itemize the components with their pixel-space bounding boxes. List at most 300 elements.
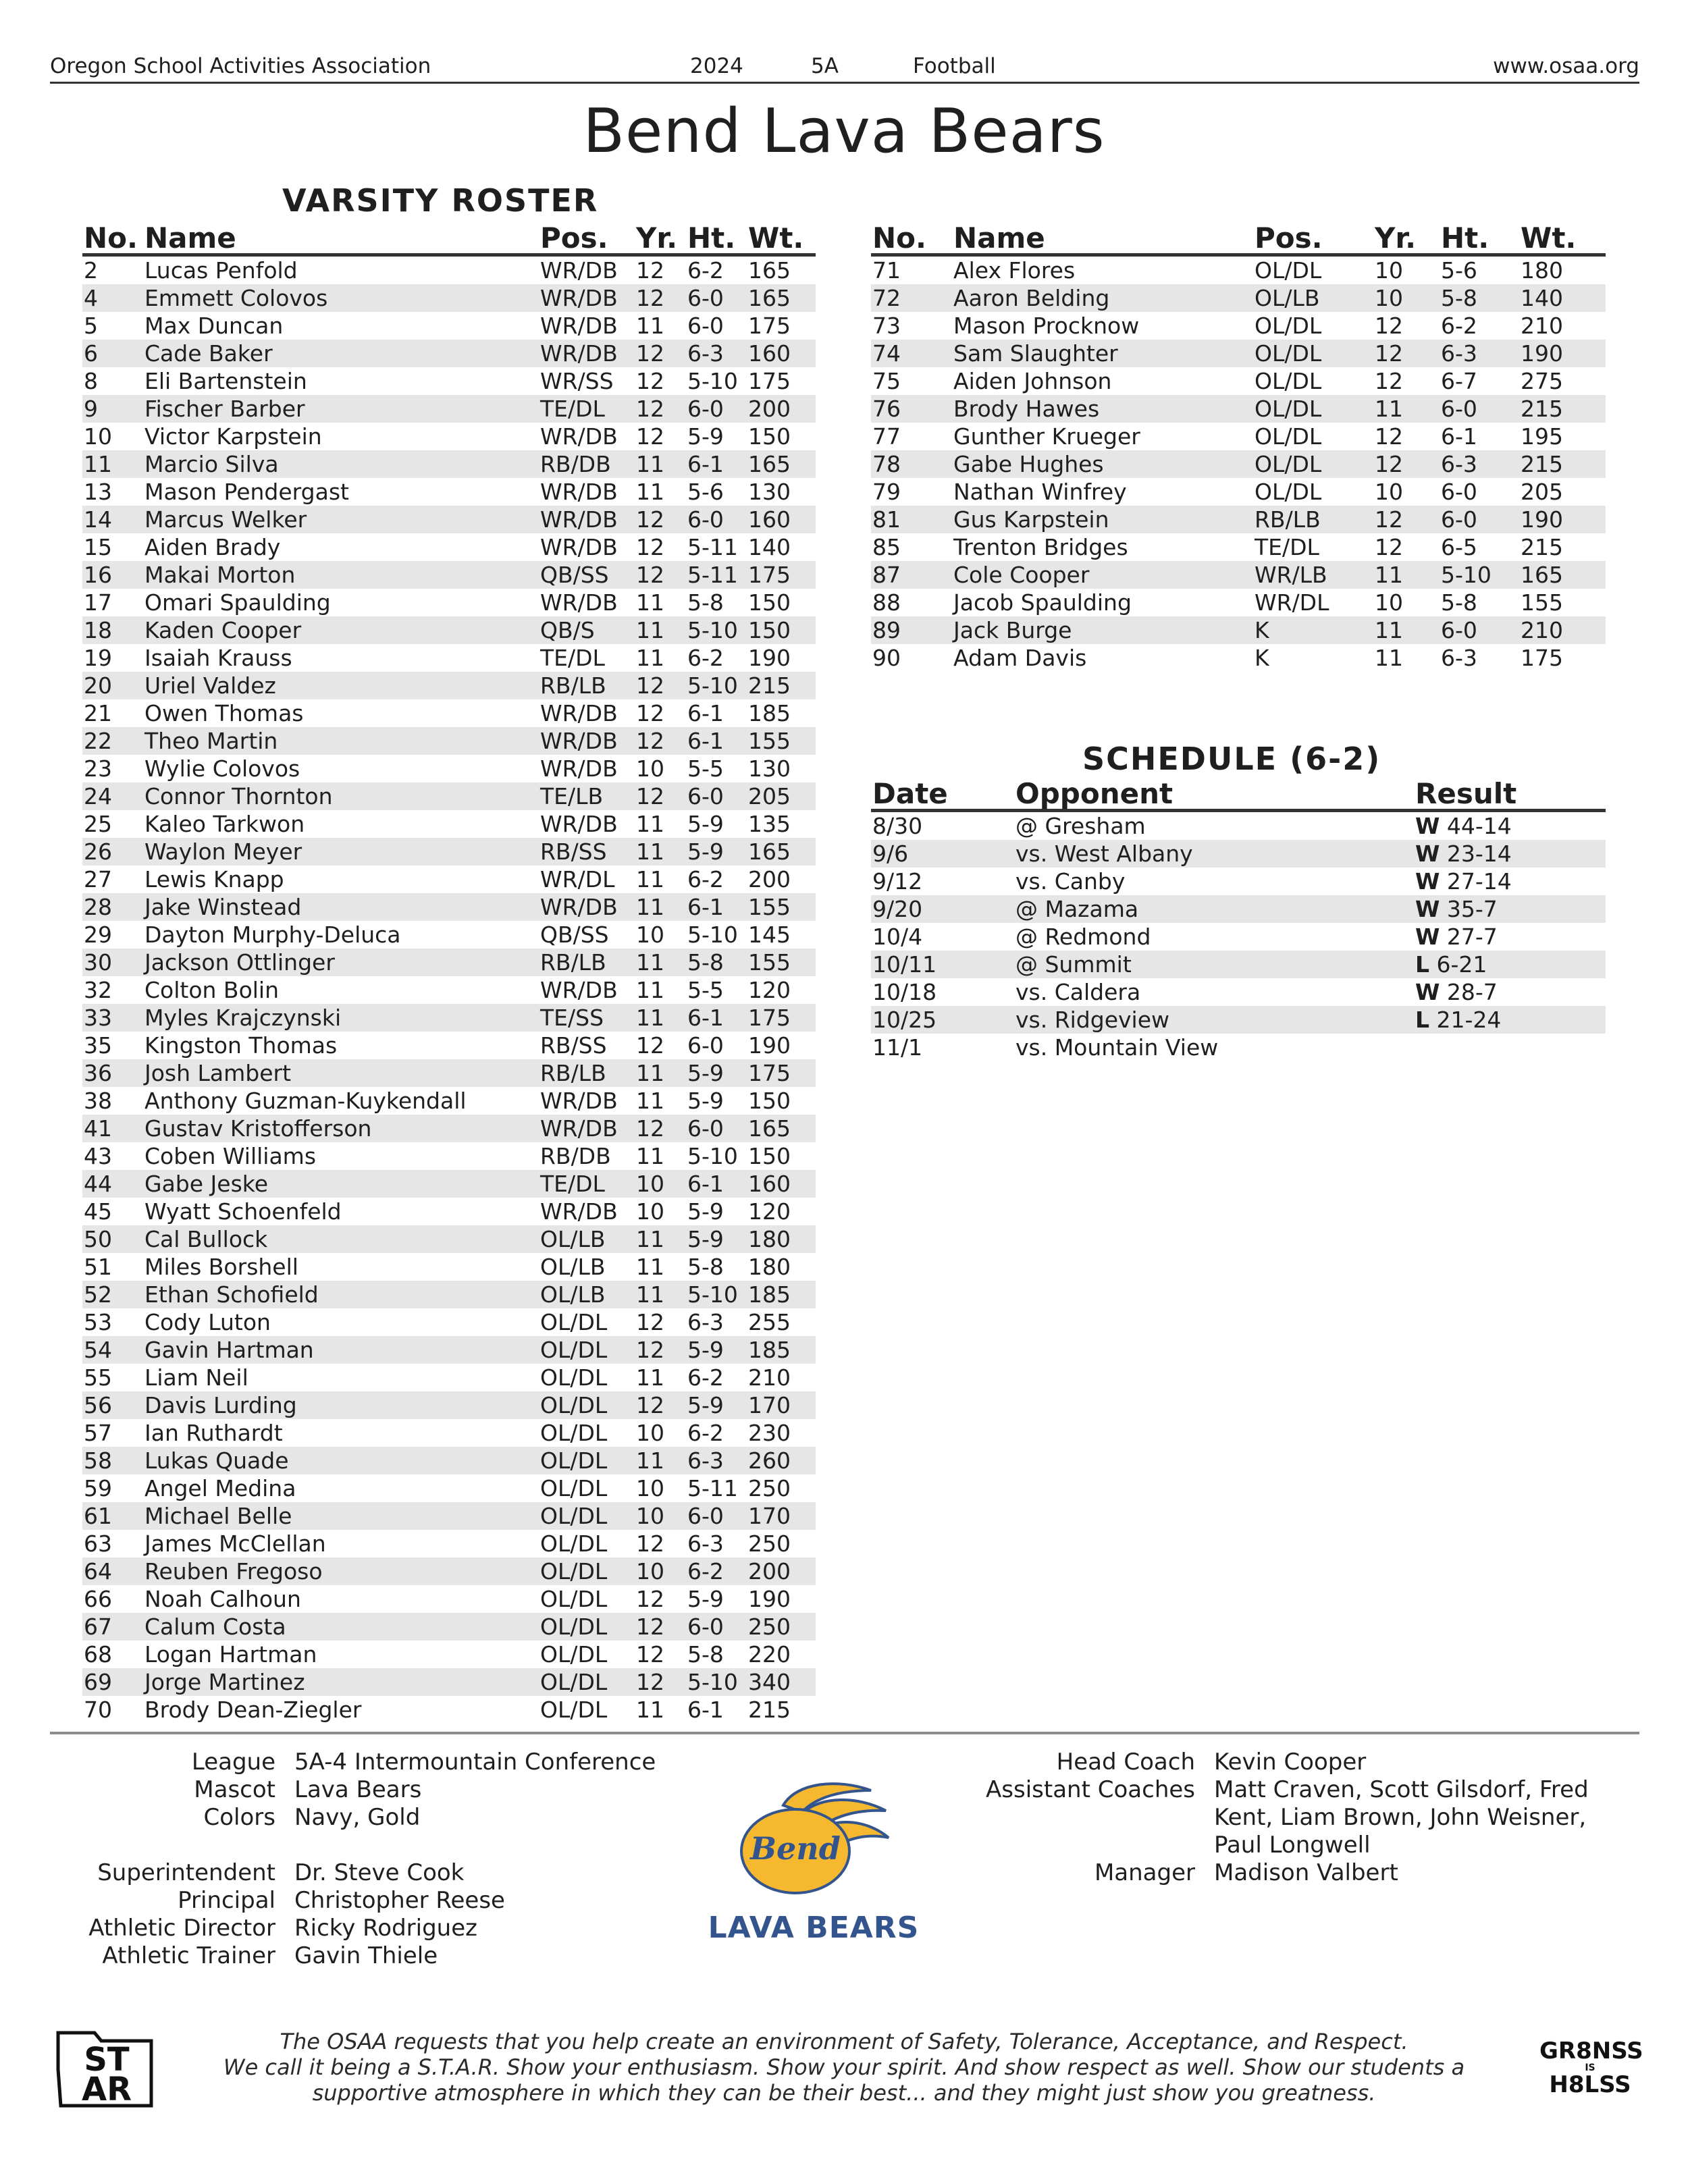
player-position: WR/DB	[540, 977, 618, 1003]
player-number: 14	[84, 506, 112, 533]
player-year: 12	[1375, 313, 1403, 339]
player-year: 11	[636, 645, 664, 671]
player-year: 10	[636, 1558, 664, 1584]
schedule-rows	[871, 812, 1606, 1061]
player-number: 18	[84, 617, 112, 643]
player-year: 11	[636, 1005, 664, 1031]
player-year: 12	[636, 506, 664, 533]
player-weight: 165	[748, 257, 791, 284]
bend-paw-logo	[736, 1776, 891, 1897]
player-name: Liam Neil	[144, 1364, 248, 1391]
player-height: 6-3	[687, 340, 724, 367]
table-row	[82, 727, 816, 755]
table-row	[82, 395, 816, 423]
schedule-table	[871, 777, 1606, 1061]
player-number: 20	[84, 672, 112, 699]
game-opponent: @ Summit	[1016, 951, 1132, 978]
player-name: Eli Bartenstein	[144, 368, 307, 394]
player-year: 11	[1375, 617, 1403, 643]
game-score: 27-7	[1446, 924, 1498, 950]
table-row	[82, 589, 816, 616]
table-row	[82, 561, 816, 589]
player-height: 5-9	[687, 1337, 724, 1363]
player-name: Owen Thomas	[144, 700, 304, 726]
player-position: RB/SS	[540, 1032, 607, 1059]
table-row	[82, 644, 816, 672]
game-wl: W	[1415, 841, 1440, 867]
player-name: Mason Procknow	[953, 313, 1140, 339]
player-name: Fischer Barber	[144, 396, 305, 422]
player-height: 6-2	[687, 866, 724, 893]
player-weight: 175	[1521, 645, 1563, 671]
table-row	[82, 1474, 816, 1502]
table-row	[82, 893, 816, 921]
table-row	[871, 923, 1606, 951]
player-height: 5-9	[687, 811, 724, 837]
player-height: 5-8	[1441, 285, 1477, 311]
player-weight: 175	[748, 562, 791, 588]
player-year: 10	[636, 922, 664, 948]
roster-rows-right	[871, 257, 1606, 672]
season-year: 2024	[690, 54, 743, 78]
player-year: 12	[636, 1309, 664, 1335]
table-row	[82, 1253, 816, 1281]
table-row	[82, 1502, 816, 1530]
table-row	[82, 1364, 816, 1391]
game-score: 28-7	[1446, 979, 1498, 1005]
player-name: Ian Ruthardt	[144, 1420, 283, 1446]
player-height: 5-6	[1441, 257, 1477, 284]
player-weight: 230	[748, 1420, 791, 1446]
player-weight: 215	[1521, 534, 1563, 560]
player-position: WR/DB	[540, 811, 618, 837]
player-position: OL/DL	[540, 1697, 608, 1723]
player-position: OL/LB	[1255, 285, 1320, 311]
player-position: OL/DL	[1255, 313, 1322, 339]
player-weight: 155	[1521, 589, 1563, 616]
superintendent-value: Dr. Steve Cook	[294, 1859, 465, 1886]
table-row	[82, 1668, 816, 1696]
head-coach-label: Head Coach	[1056, 1749, 1195, 1776]
player-height: 6-3	[687, 1447, 724, 1474]
website-link[interactable]: www.osaa.org	[1493, 54, 1639, 78]
player-position: OL/DL	[540, 1337, 608, 1363]
table-row	[82, 423, 816, 450]
col-name: Name	[144, 221, 236, 255]
player-position: OL/DL	[540, 1392, 608, 1418]
player-number: 33	[84, 1005, 112, 1031]
player-position: OL/LB	[540, 1281, 606, 1308]
player-name: Gustav Kristofferson	[144, 1115, 372, 1142]
player-name: Anthony Guzman-Kuykendall	[144, 1088, 467, 1114]
table-row	[871, 840, 1606, 868]
game-result	[1415, 978, 1498, 1006]
player-height: 6-1	[687, 700, 724, 726]
game-score: 21-24	[1436, 1007, 1502, 1033]
player-number: 70	[84, 1697, 112, 1723]
player-number: 30	[84, 949, 112, 976]
player-position: WR/DB	[540, 313, 618, 339]
player-height: 6-0	[687, 506, 724, 533]
player-number: 76	[872, 396, 901, 422]
player-height: 5-10	[687, 1143, 738, 1169]
player-position: TE/SS	[540, 1005, 604, 1031]
game-wl: W	[1415, 979, 1440, 1005]
player-number: 72	[872, 285, 901, 311]
player-year: 12	[1375, 423, 1403, 450]
schedule-title: SCHEDULE (6-2)	[1082, 741, 1381, 777]
player-name: Gunther Krueger	[953, 423, 1140, 450]
player-number: 89	[872, 617, 901, 643]
table-row	[82, 865, 816, 893]
player-year: 12	[1375, 368, 1403, 394]
player-position: OL/DL	[540, 1614, 608, 1640]
player-weight: 220	[748, 1641, 791, 1668]
player-weight: 120	[748, 1198, 791, 1225]
player-weight: 210	[748, 1364, 791, 1391]
player-weight: 185	[748, 700, 791, 726]
game-result	[1415, 923, 1498, 951]
player-year: 12	[1375, 340, 1403, 367]
player-position: QB/S	[540, 617, 595, 643]
player-number: 87	[872, 562, 901, 588]
table-row	[871, 951, 1606, 978]
player-name: Aiden Brady	[144, 534, 281, 560]
player-position: RB/SS	[540, 838, 607, 865]
player-position: WR/DB	[540, 423, 618, 450]
game-date: 9/20	[872, 896, 923, 922]
player-year: 12	[1375, 451, 1403, 477]
player-number: 38	[84, 1088, 112, 1114]
player-number: 35	[84, 1032, 112, 1059]
player-position: OL/DL	[540, 1475, 608, 1501]
player-weight: 170	[748, 1503, 791, 1529]
player-name: Noah Calhoun	[144, 1586, 301, 1612]
player-year: 11	[1375, 562, 1403, 588]
player-position: WR/DB	[540, 589, 618, 616]
player-position: QB/SS	[540, 922, 609, 948]
player-number: 27	[84, 866, 112, 893]
table-row	[871, 1006, 1606, 1034]
player-number: 63	[84, 1530, 112, 1557]
player-name: Omari Spaulding	[144, 589, 331, 616]
logo-wordmark: Bend	[750, 1830, 841, 1867]
player-position: OL/DL	[540, 1641, 608, 1668]
player-position: K	[1255, 617, 1269, 643]
table-row	[871, 868, 1606, 895]
player-height: 5-8	[687, 1254, 724, 1280]
player-name: Wylie Colovos	[144, 755, 300, 782]
table-row	[82, 1447, 816, 1474]
gr-mid: IS	[1585, 2062, 1595, 2073]
table-row	[82, 1225, 816, 1253]
player-height: 6-1	[687, 894, 724, 920]
star-message	[169, 2029, 1519, 2106]
table-row	[82, 312, 816, 340]
col-yr: Yr.	[636, 221, 678, 255]
col-no: No.	[872, 221, 926, 255]
player-name: Lewis Knapp	[144, 866, 284, 893]
player-height: 5-9	[687, 423, 724, 450]
player-weight: 340	[748, 1669, 791, 1695]
player-number: 43	[84, 1143, 112, 1169]
col-result: Result	[1415, 777, 1517, 810]
player-height: 6-0	[687, 1032, 724, 1059]
player-position: WR/DL	[1255, 589, 1329, 616]
game-score: 44-14	[1446, 813, 1512, 839]
player-weight: 175	[748, 1005, 791, 1031]
table-row	[871, 257, 1606, 284]
player-number: 79	[872, 479, 901, 505]
player-name: Max Duncan	[144, 313, 284, 339]
colors-label: Colors	[203, 1804, 275, 1831]
player-year: 12	[636, 285, 664, 311]
player-name: Adam Davis	[953, 645, 1087, 671]
player-height: 5-9	[687, 1392, 724, 1418]
classification: 5A	[811, 54, 839, 78]
player-name: Davis Lurding	[144, 1392, 297, 1418]
table-row	[82, 1170, 816, 1198]
player-height: 6-0	[687, 313, 724, 339]
player-name: Wyatt Schoenfeld	[144, 1198, 342, 1225]
game-date: 8/30	[872, 813, 923, 839]
player-weight: 190	[748, 645, 791, 671]
head-coach-value: Kevin Cooper	[1214, 1749, 1367, 1776]
player-height: 5-9	[687, 1088, 724, 1114]
table-row	[82, 921, 816, 949]
player-number: 24	[84, 783, 112, 809]
col-ht: Ht.	[1441, 221, 1489, 255]
player-name: Cal Bullock	[144, 1226, 268, 1252]
player-name: Colton Bolin	[144, 977, 280, 1003]
game-date: 10/25	[872, 1007, 937, 1033]
player-year: 11	[636, 1060, 664, 1086]
game-score: 6-21	[1436, 951, 1487, 978]
game-score: 27-14	[1446, 868, 1512, 895]
game-result	[1415, 895, 1498, 923]
greatness-logo	[1539, 2039, 1641, 2106]
player-name: Gus Karpstein	[953, 506, 1109, 533]
player-position: OL/DL	[1255, 257, 1322, 284]
player-number: 50	[84, 1226, 112, 1252]
player-height: 5-10	[687, 368, 738, 394]
player-year: 12	[636, 1115, 664, 1142]
player-year: 12	[636, 423, 664, 450]
player-number: 9	[84, 396, 98, 422]
player-height: 5-11	[687, 1475, 738, 1501]
player-name: Miles Borshell	[144, 1254, 298, 1280]
player-number: 32	[84, 977, 112, 1003]
player-position: OL/DL	[540, 1530, 608, 1557]
player-position: OL/DL	[540, 1447, 608, 1474]
player-name: Kingston Thomas	[144, 1032, 338, 1059]
game-result	[1415, 868, 1512, 895]
player-number: 22	[84, 728, 112, 754]
player-name: Jorge Martinez	[144, 1669, 305, 1695]
table-row	[82, 1641, 816, 1668]
player-name: Cade Baker	[144, 340, 273, 367]
player-weight: 250	[748, 1530, 791, 1557]
player-height: 6-3	[687, 1530, 724, 1557]
player-position: RB/DB	[540, 1143, 611, 1169]
table-row	[871, 812, 1606, 840]
player-position: OL/DL	[1255, 368, 1322, 394]
player-name: Uriel Valdez	[144, 672, 276, 699]
player-year: 11	[636, 866, 664, 893]
game-opponent: vs. West Albany	[1016, 841, 1193, 867]
star-oregon-logo	[54, 2029, 155, 2110]
player-height: 5-10	[687, 1669, 738, 1695]
player-name: Makai Morton	[144, 562, 296, 588]
player-year: 10	[636, 1420, 664, 1446]
player-position: QB/SS	[540, 562, 609, 588]
player-name: Michael Belle	[144, 1503, 292, 1529]
table-row	[82, 699, 816, 727]
player-name: Brody Hawes	[953, 396, 1100, 422]
player-name: Calum Costa	[144, 1614, 286, 1640]
game-date: 10/18	[872, 979, 937, 1005]
player-weight: 175	[748, 368, 791, 394]
table-row	[82, 1696, 816, 1724]
player-year: 12	[636, 1641, 664, 1668]
col-pos: Pos.	[540, 221, 608, 255]
player-height: 6-1	[687, 451, 724, 477]
table-row	[82, 1198, 816, 1225]
player-weight: 200	[748, 1558, 791, 1584]
player-weight: 205	[1521, 479, 1563, 505]
player-year: 11	[1375, 396, 1403, 422]
player-position: WR/LB	[1255, 562, 1327, 588]
player-name: Coben Williams	[144, 1143, 317, 1169]
table-row	[82, 1004, 816, 1032]
table-row	[871, 284, 1606, 312]
player-position: WR/DB	[540, 506, 618, 533]
player-number: 58	[84, 1447, 112, 1474]
player-number: 17	[84, 589, 112, 616]
player-position: WR/SS	[540, 368, 614, 394]
table-row	[82, 506, 816, 533]
player-weight: 255	[748, 1309, 791, 1335]
player-height: 6-0	[687, 783, 724, 809]
player-weight: 120	[748, 977, 791, 1003]
player-name: Marcio Silva	[144, 451, 279, 477]
player-number: 52	[84, 1281, 112, 1308]
player-position: TE/DL	[540, 645, 605, 671]
player-number: 54	[84, 1337, 112, 1363]
player-year: 10	[636, 1198, 664, 1225]
table-row	[82, 1336, 816, 1364]
player-weight: 155	[748, 949, 791, 976]
player-name: Brody Dean-Ziegler	[144, 1697, 362, 1723]
col-name: Name	[953, 221, 1045, 255]
player-position: WR/DB	[540, 285, 618, 311]
player-number: 71	[872, 257, 901, 284]
player-name: Emmett Colovos	[144, 285, 328, 311]
player-weight: 160	[748, 506, 791, 533]
player-weight: 150	[748, 617, 791, 643]
col-date: Date	[872, 777, 948, 810]
player-height: 6-0	[687, 1614, 724, 1640]
player-name: Trenton Bridges	[953, 534, 1128, 560]
player-position: OL/DL	[1255, 423, 1322, 450]
player-number: 26	[84, 838, 112, 865]
player-name: Cole Cooper	[953, 562, 1090, 588]
athletic-trainer-label: Athletic Trainer	[102, 1942, 275, 1969]
player-weight: 210	[1521, 617, 1563, 643]
player-height: 6-7	[1441, 368, 1477, 394]
table-row	[82, 1281, 816, 1308]
player-height: 6-2	[687, 1364, 724, 1391]
table-row	[871, 367, 1606, 395]
player-number: 21	[84, 700, 112, 726]
player-number: 55	[84, 1364, 112, 1391]
player-year: 12	[1375, 534, 1403, 560]
table-row	[871, 589, 1606, 616]
player-weight: 250	[748, 1614, 791, 1640]
table-row	[82, 1557, 816, 1585]
game-date: 10/11	[872, 951, 937, 978]
player-height: 5-11	[687, 562, 738, 588]
player-name: Waylon Meyer	[144, 838, 302, 865]
player-position: OL/DL	[1255, 451, 1322, 477]
player-position: OL/DL	[1255, 396, 1322, 422]
player-year: 10	[636, 1475, 664, 1501]
player-year: 12	[636, 1614, 664, 1640]
player-weight: 215	[1521, 451, 1563, 477]
table-row	[871, 644, 1606, 672]
assistant-coaches-value: Matt Craven, Scott Gilsdorf, Fred Kent, Liam Brown, John Weisner, Paul Longwell	[1214, 1776, 1589, 1859]
player-number: 77	[872, 423, 901, 450]
table-row	[871, 478, 1606, 506]
player-year: 12	[636, 1392, 664, 1418]
player-number: 6	[84, 340, 98, 367]
player-position: WR/DB	[540, 1198, 618, 1225]
table-row	[871, 312, 1606, 340]
player-height: 5-9	[687, 1586, 724, 1612]
player-position: TE/DL	[1255, 534, 1319, 560]
player-year: 11	[636, 811, 664, 837]
player-number: 64	[84, 1558, 112, 1584]
player-year: 11	[636, 1697, 664, 1723]
star-message-line1: The OSAA requests that you help create an environment of Safety, Tolerance, Acceptance, and Respect.	[280, 2029, 1408, 2054]
player-height: 5-10	[1441, 562, 1492, 588]
player-position: WR/DB	[540, 534, 618, 560]
player-number: 10	[84, 423, 112, 450]
table-row	[82, 949, 816, 976]
player-weight: 160	[748, 1171, 791, 1197]
player-weight: 215	[748, 672, 791, 699]
player-height: 5-9	[687, 1198, 724, 1225]
player-number: 28	[84, 894, 112, 920]
player-height: 6-3	[687, 1309, 724, 1335]
player-name: Jack Burge	[953, 617, 1072, 643]
player-year: 11	[636, 1143, 664, 1169]
player-height: 6-0	[1441, 479, 1477, 505]
player-year: 10	[1375, 285, 1403, 311]
logo-caption: LAVA BEARS	[708, 1911, 920, 1945]
game-wl: L	[1415, 951, 1430, 978]
game-opponent: @ Gresham	[1016, 813, 1146, 839]
player-weight: 190	[748, 1032, 791, 1059]
player-position: OL/DL	[540, 1364, 608, 1391]
player-number: 41	[84, 1115, 112, 1142]
col-opponent: Opponent	[1016, 777, 1173, 810]
game-result	[1415, 812, 1512, 840]
player-weight: 165	[748, 838, 791, 865]
schedule-header	[871, 777, 1606, 812]
col-ht: Ht.	[687, 221, 736, 255]
player-position: RB/LB	[1255, 506, 1321, 533]
